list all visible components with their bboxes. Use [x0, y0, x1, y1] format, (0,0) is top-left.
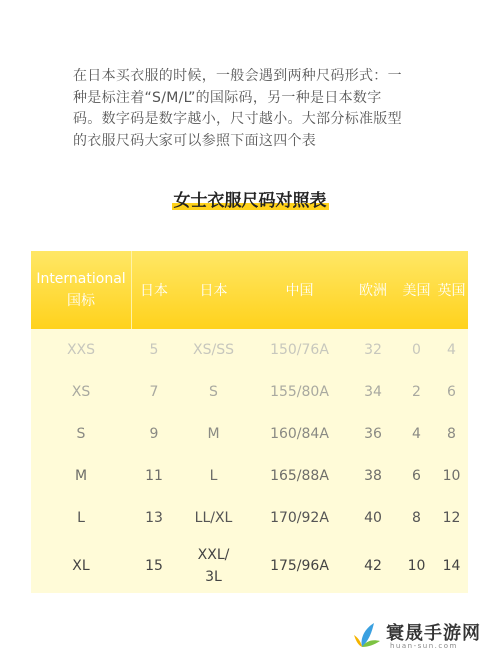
cell-cn: 150/76A: [270, 342, 329, 358]
site-logo[interactable]: [352, 615, 500, 654]
header-usa: 美国: [402, 283, 431, 299]
table-row: [31, 539, 468, 593]
cell-eu: 42: [364, 558, 382, 574]
table-row: [31, 497, 468, 539]
cell-uk: 4: [447, 342, 456, 358]
cell-eu: 38: [364, 468, 382, 484]
cell-eu: 40: [364, 510, 382, 526]
cell-uk: 6: [447, 384, 456, 400]
cell-uk: 8: [447, 426, 456, 442]
table-title-text: 女士衣服尺码对照表: [172, 186, 329, 213]
cell-uk: 14: [442, 558, 461, 574]
table-header: [31, 251, 468, 329]
cell-jp2-line: XXL/: [197, 547, 230, 563]
cell-cn: 160/84A: [270, 426, 329, 442]
header-guobiao-label: 国标: [66, 293, 95, 309]
table-row: [31, 455, 468, 497]
cell-cn: 155/80A: [270, 384, 329, 400]
cell-jp2: [176, 539, 251, 593]
cell-intl: XXS: [66, 342, 96, 358]
table-row: [31, 371, 468, 413]
cell-jp2: XS/SS: [193, 342, 234, 358]
intro-line: 码。数字码是数字越小，尺寸越小。大部分标准版型: [73, 111, 402, 127]
logo-domain: huan-sun.com: [390, 642, 458, 650]
header-europe: 欧洲: [359, 283, 387, 299]
cell-jp1: 11: [145, 468, 163, 484]
cell-us: 0: [412, 342, 421, 358]
table-row: [31, 413, 468, 455]
cell-cn: 170/92A: [270, 510, 329, 526]
header-international: [31, 251, 131, 329]
cell-jp2: S: [209, 384, 218, 400]
cell-us: 4: [412, 426, 421, 442]
cell-uk: 12: [442, 510, 461, 526]
cell-eu: 36: [364, 426, 382, 442]
header-china: 中国: [285, 283, 314, 299]
cell-eu: 32: [364, 342, 382, 358]
cell-us: 6: [412, 468, 421, 484]
cell-cn: 175/96A: [270, 558, 329, 574]
logo-name: 寰晟手游网: [386, 623, 481, 644]
cell-uk: 10: [442, 468, 461, 484]
leaf-logo-icon: [352, 619, 384, 651]
cell-intl: L: [77, 510, 85, 526]
cell-jp2: LL/XL: [194, 510, 233, 526]
cell-jp1: 15: [145, 558, 163, 574]
cell-cn: 165/88A: [270, 468, 329, 484]
cell-jp1: 13: [145, 510, 163, 526]
header-japan-letter: 日本: [199, 283, 228, 299]
cell-us: 8: [412, 510, 421, 526]
cell-jp2: L: [209, 468, 218, 484]
cell-intl: M: [74, 468, 88, 484]
table-row: [31, 329, 468, 371]
cell-intl: XS: [71, 384, 91, 400]
cell-jp2-line: 3L: [205, 569, 222, 585]
header-international-label: International: [36, 271, 126, 287]
intro-line: 种是标注着“S/M/L”的国际码，另一种是日本数字: [73, 89, 382, 106]
table-title: [0, 186, 500, 213]
cell-eu: 34: [364, 384, 382, 400]
cell-intl: XL: [72, 558, 90, 574]
intro-line: 在日本买衣服的时候，一般会遇到两种尺码形式：一: [73, 68, 402, 84]
cell-jp1: 9: [149, 426, 159, 442]
size-table: [31, 251, 468, 593]
intro-paragraph: [73, 66, 443, 152]
cell-jp1: 5: [149, 342, 159, 358]
cell-intl: S: [76, 426, 86, 442]
cell-us: 2: [412, 384, 421, 400]
header-japan-number: 日本: [140, 283, 168, 299]
cell-jp2: M: [207, 426, 220, 442]
cell-us: 10: [407, 558, 426, 574]
header-uk: 英国: [437, 283, 466, 299]
cell-jp1: 7: [149, 384, 159, 400]
intro-line: 的衣服尺码大家可以参照下面这四个表: [73, 132, 317, 149]
